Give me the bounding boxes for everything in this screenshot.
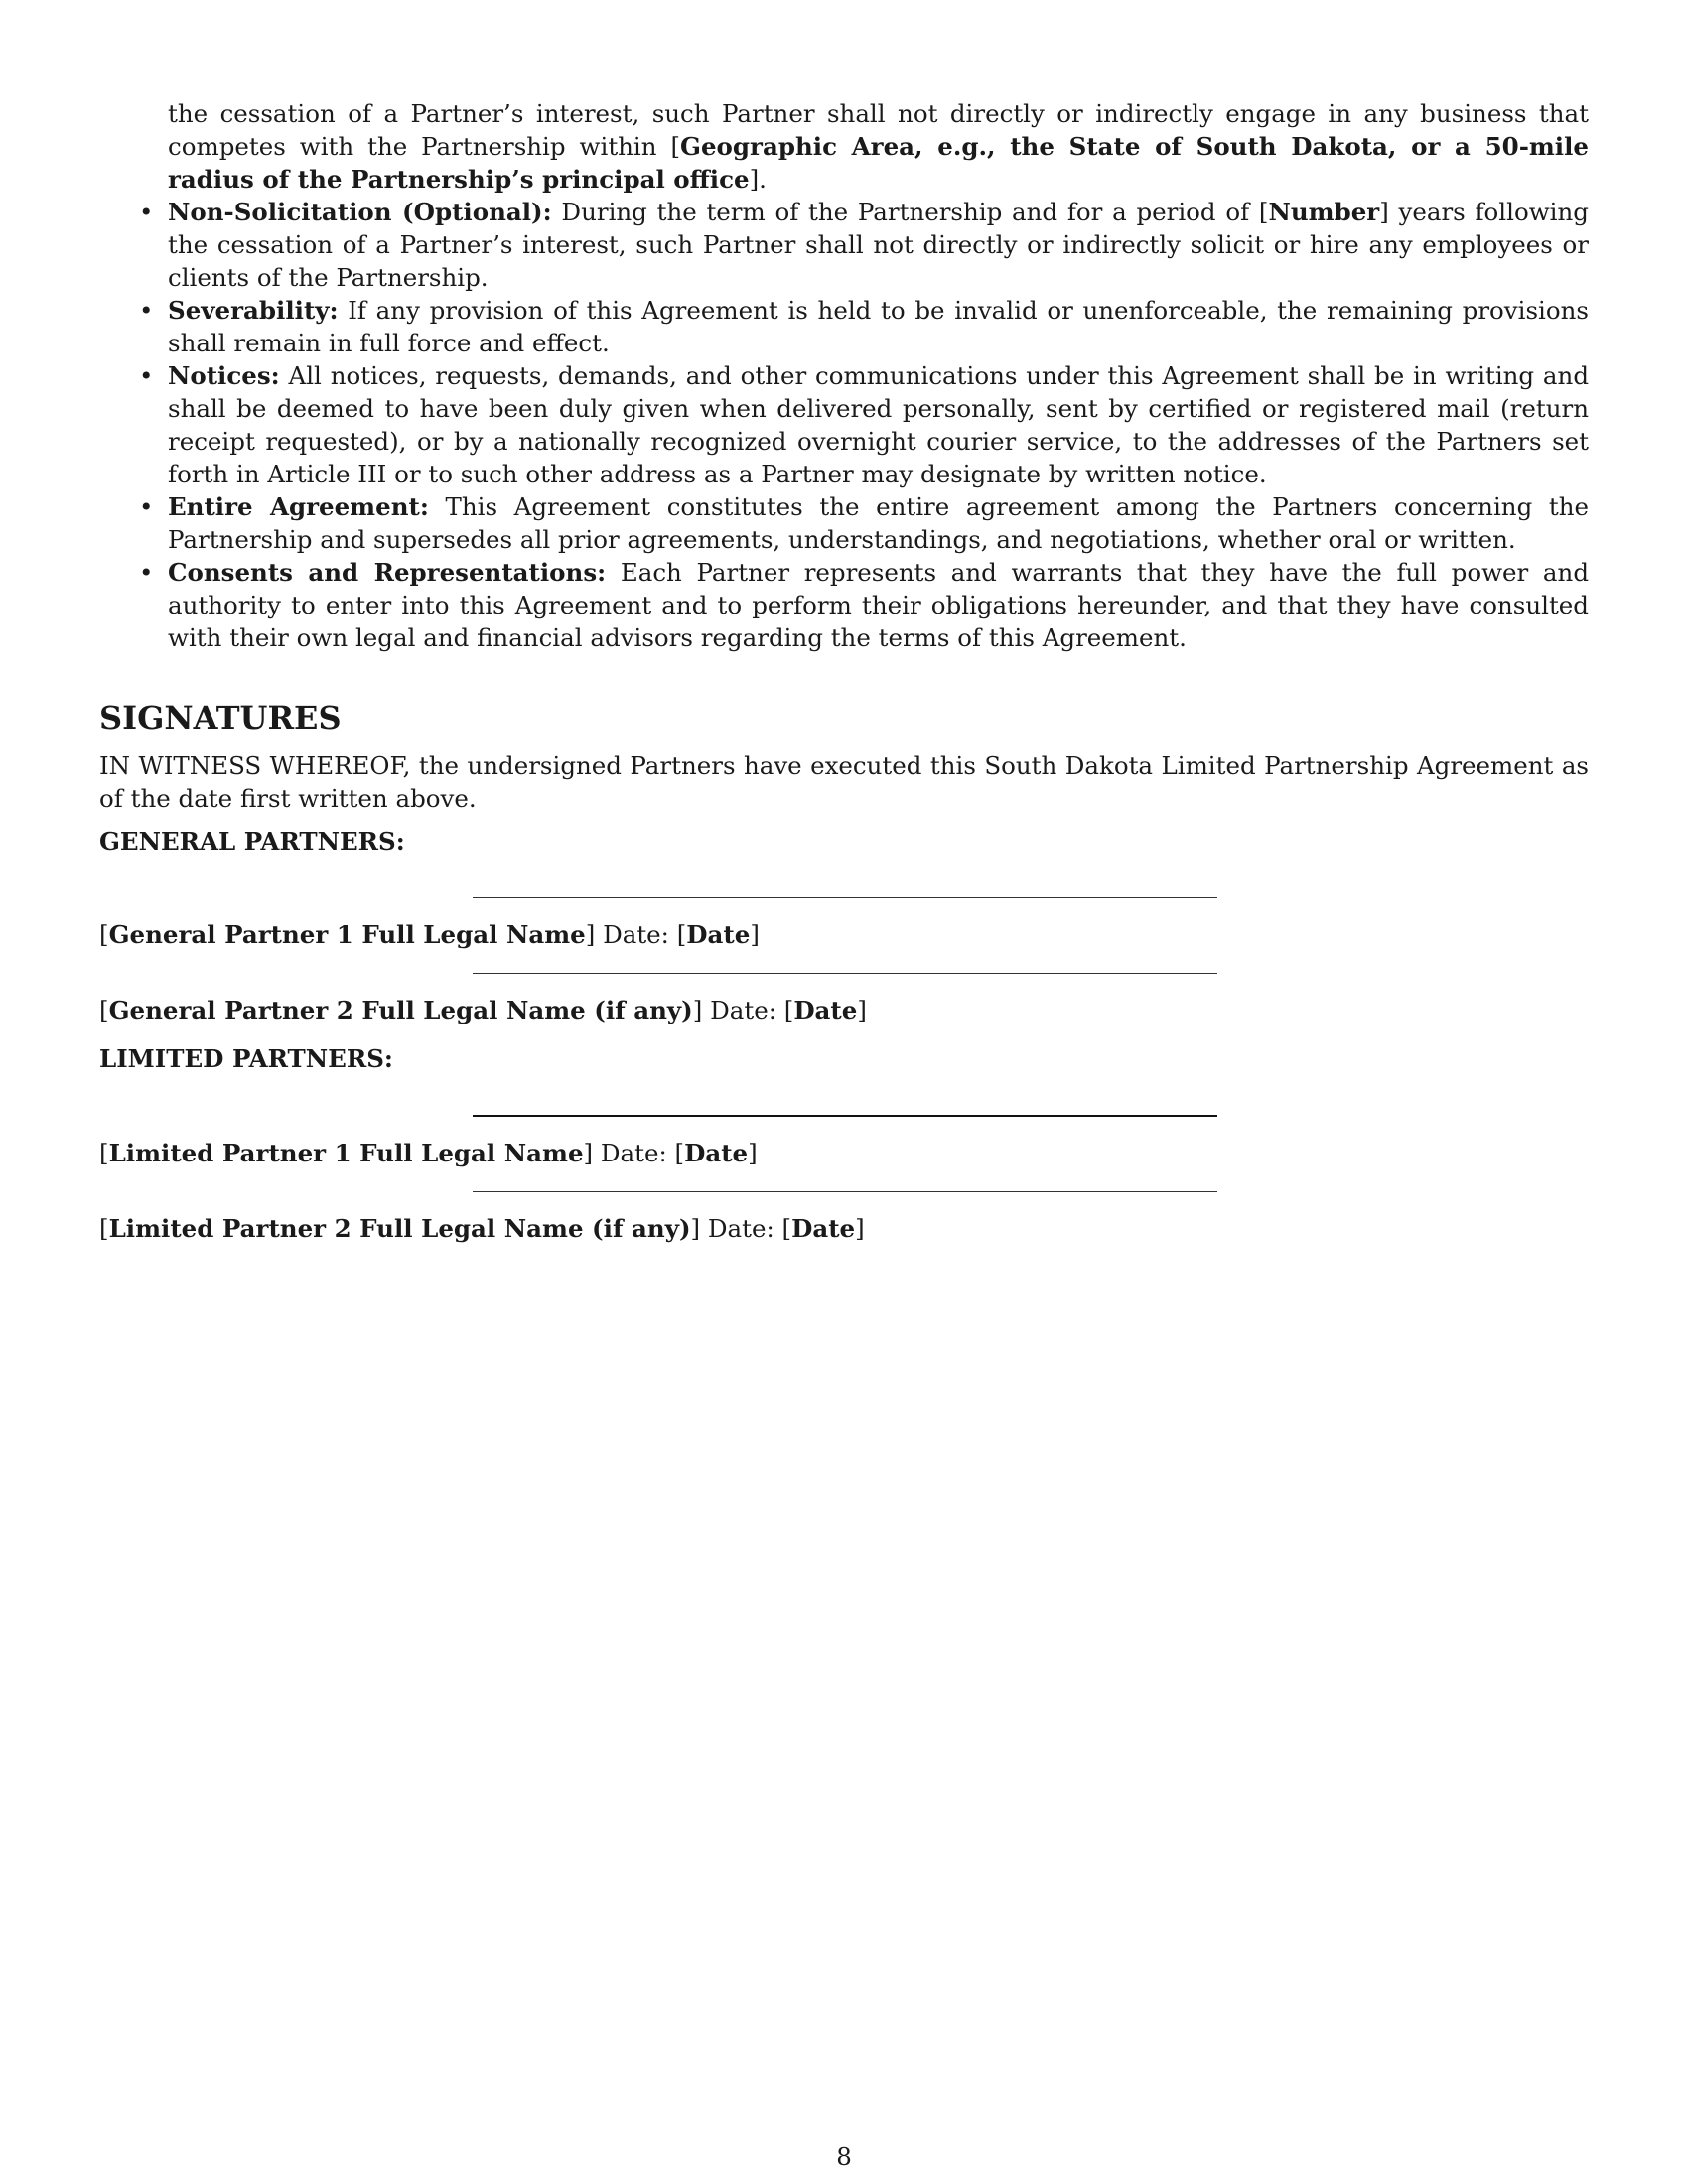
witness-paragraph: IN WITNESS WHEREOF, the undersigned Partners have executed this South Dakota Limited Partnership Agreement as of the date first written above.	[99, 751, 1589, 813]
signatures-heading: SIGNATURES	[99, 699, 342, 737]
geographic-area-placeholder: Geographic Area, e.g., the State of South Dakota, or a 50-mile radius of the Partnership’s principal office	[168, 132, 1589, 194]
signature-block-general-2: [General Partner 2 Full Legal Name (if any)] Date: [Date]	[99, 951, 1589, 1026]
list-item-consents: • Consents and Representations: Each Partner represents and warrants that they have the full power and authority to enter into this Agreement and to perform their obligations hereunder, and that they have consulted with their own legal and financial advisors regarding the terms of this Agreement.	[139, 558, 1589, 652]
page-number: 8	[836, 2142, 852, 2171]
list-item-severability: • Severability: If any provision of this Agreement is held to be invalid or unenforceable, the remaining provisions shall remain in full force and effect.	[139, 296, 1589, 357]
document-page	[99, 97, 1589, 1245]
signature-block-limited-1: [Limited Partner 1 Full Legal Name] Date: [Date]	[99, 1075, 1589, 1169]
bullet-icon: •	[139, 296, 154, 325]
provisions-list	[99, 196, 1589, 654]
non-compete-continuation: the cessation of a Partner’s interest, such Partner shall not directly or indirectly engage in any business that competes with the Partnership within [Geographic Area, e.g., the State of South Dakota, or a 50-mile radius of the Partnership’s principal office].	[168, 99, 1589, 194]
bullet-icon: •	[139, 198, 154, 226]
bullet-icon: •	[139, 558, 154, 587]
general-partners-label: GENERAL PARTNERS:	[99, 827, 405, 856]
list-item-notices: • Notices: All notices, requests, demands, and other communications under this Agreement shall be in writing and shall be deemed to have been duly given when delivered personally, sent by certified or registered mail (return receipt requested), or by a nationally recognized overnight courier service, to the addresses of the Partners set forth in Article III or to such other address as a Partner may designate by written notice.	[139, 361, 1589, 488]
signature-block-general-1: [General Partner 1 Full Legal Name] Date: [Date]	[99, 858, 1589, 951]
number-placeholder: Number	[1268, 198, 1380, 226]
bullet-icon: •	[139, 361, 154, 390]
list-item-non-solicitation: • Non-Solicitation (Optional): During the term of the Partnership and for a period of [Number] years following the cessation of a Partner’s interest, such Partner shall not directly or indirectly solicit or hire any employees or clients of the Partnership.	[139, 198, 1589, 292]
limited-partners-label: LIMITED PARTNERS:	[99, 1044, 393, 1073]
list-item-entire-agreement: • Entire Agreement: This Agreement constitutes the entire agreement among the Partners concerning the Partnership and supersedes all prior agreements, understandings, and negotiations, whether oral or written.	[139, 492, 1589, 554]
signature-block-limited-2: [Limited Partner 2 Full Legal Name (if any)] Date: [Date]	[99, 1169, 1589, 1245]
bullet-icon: •	[139, 492, 154, 521]
